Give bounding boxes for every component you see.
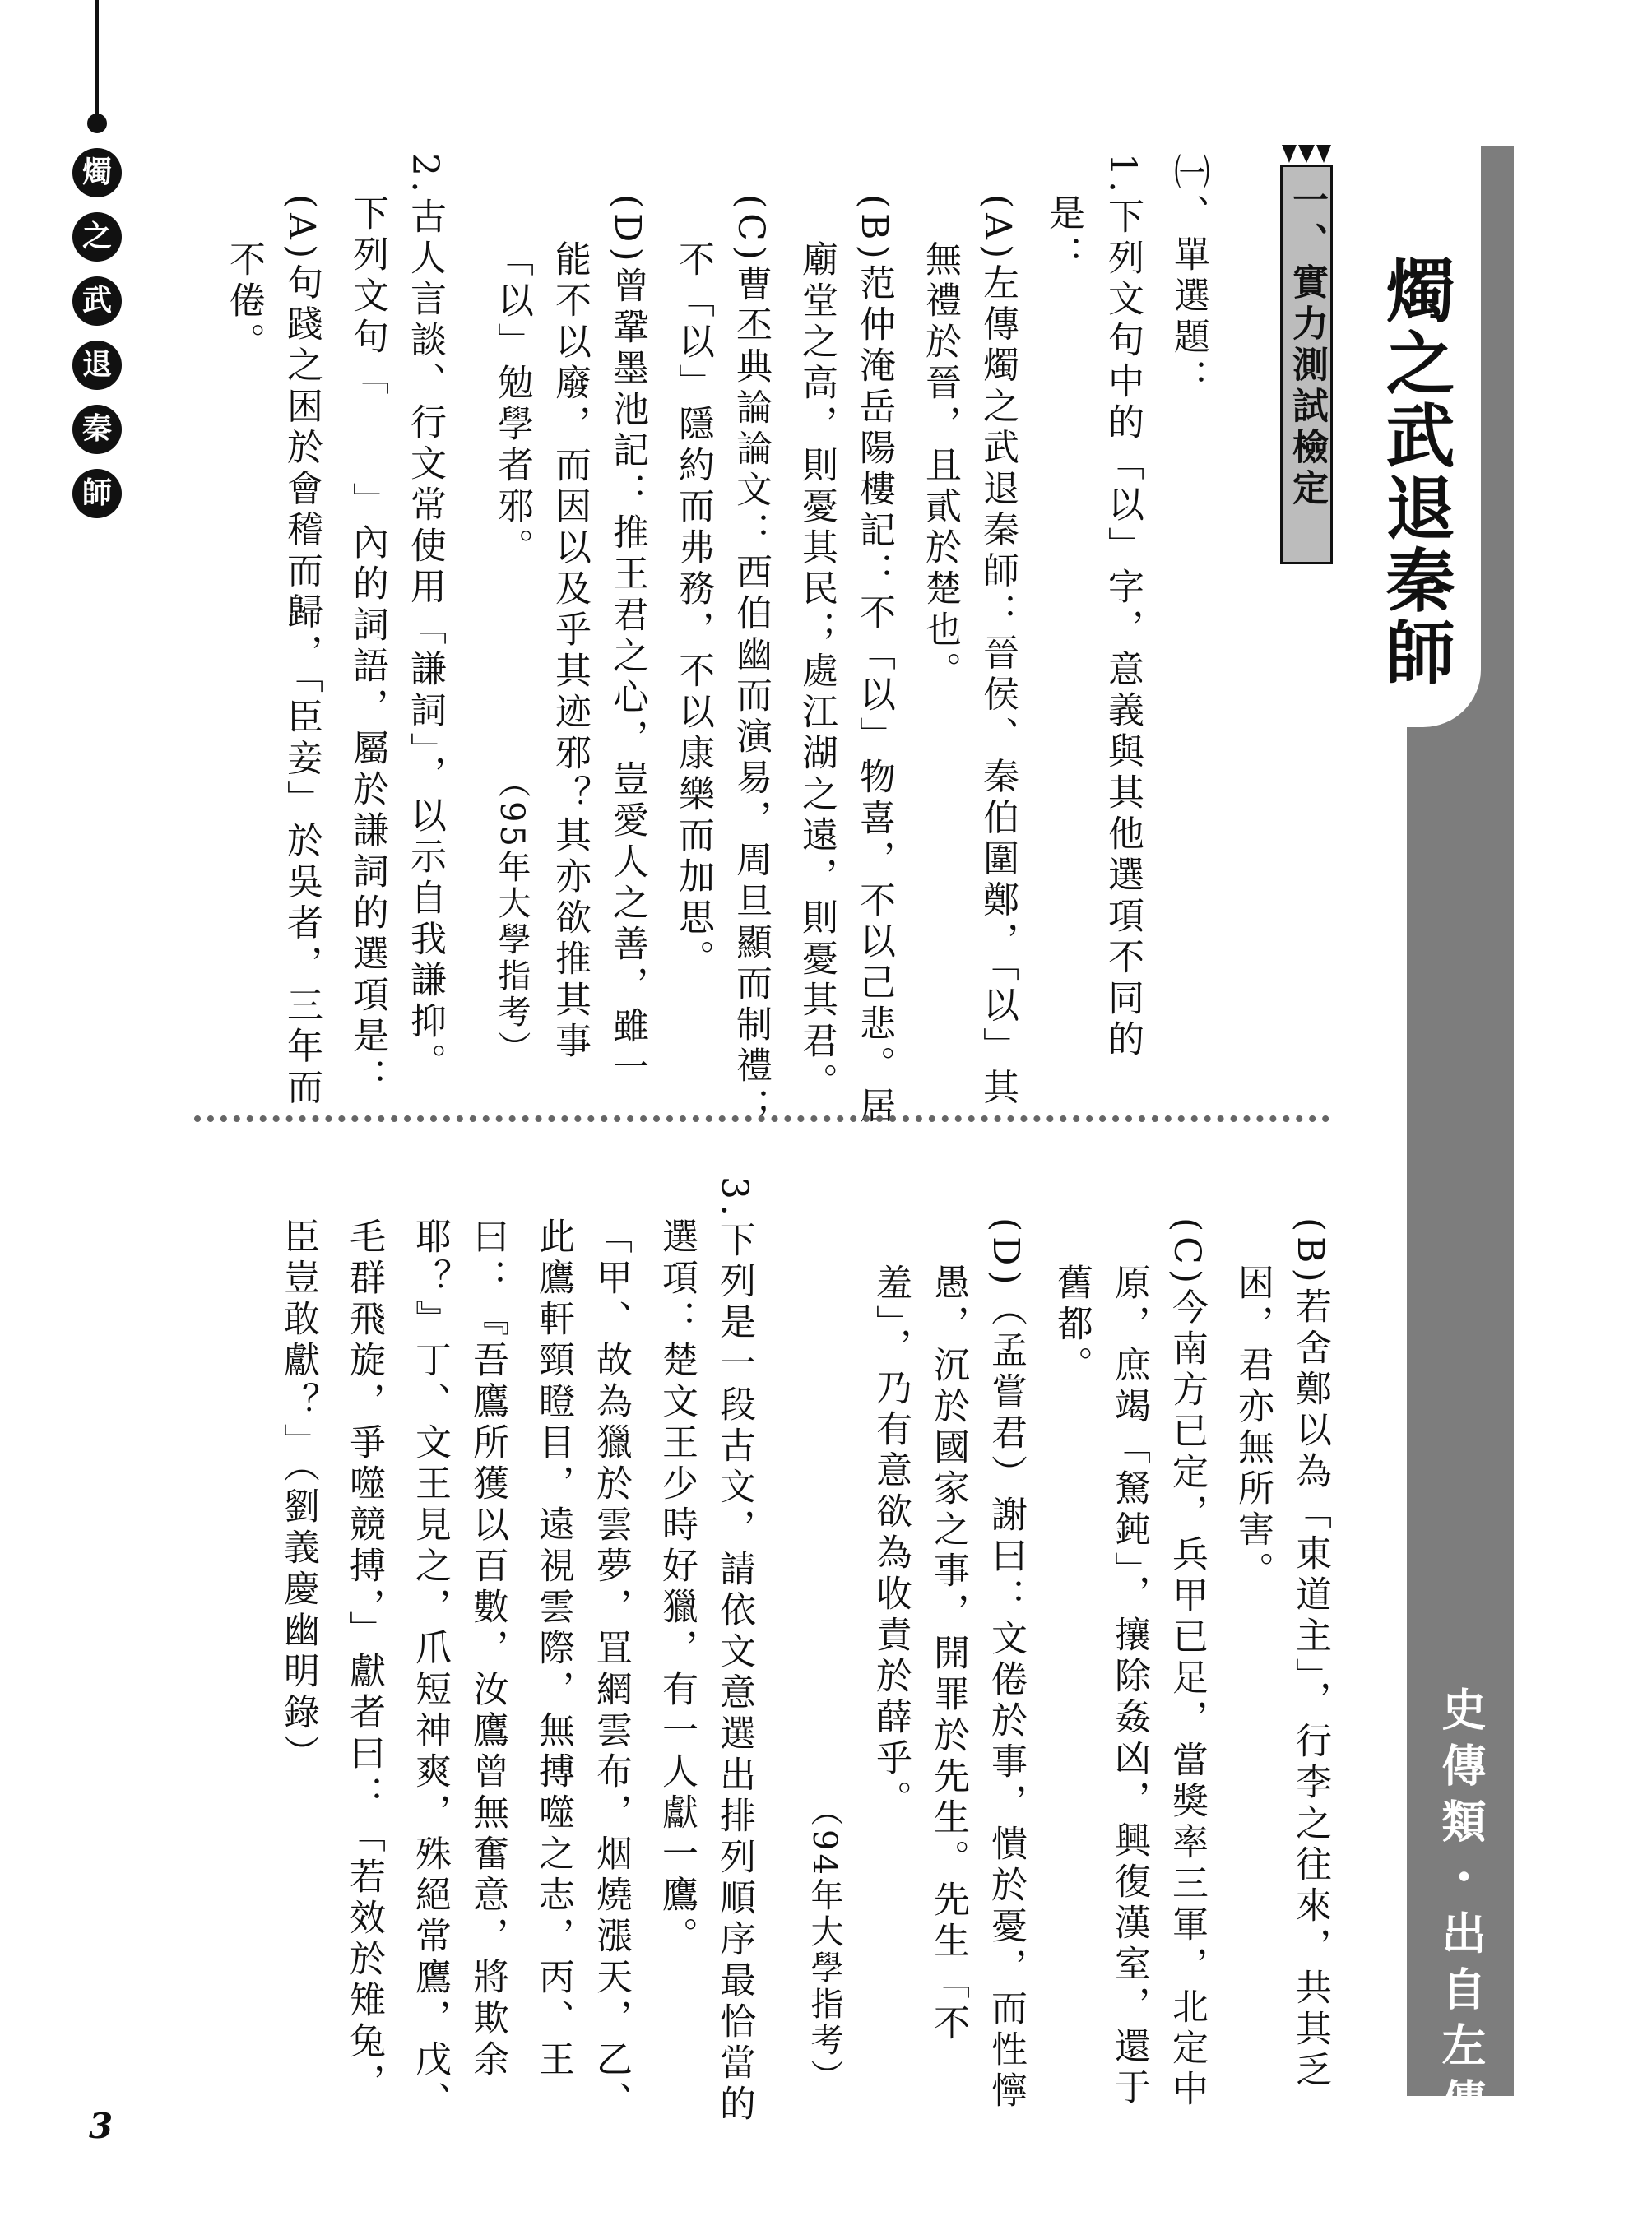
- section-banner-text: 一、實力測試檢定: [1286, 181, 1328, 510]
- side-title-char: 退: [72, 341, 122, 390]
- q2-option-a: (A)句踐之困於會稽而歸，「臣妾」於吳者，三年而: [281, 194, 323, 1110]
- q2-stem-cont: 下列文句「 」內的詞語，屬於謙詞的選項是：: [346, 194, 388, 1099]
- category-label: 史傳類・出自左傳: [1435, 1686, 1487, 2134]
- q2-option-b-cont: 困，君亦無所害。: [1232, 1264, 1274, 1593]
- side-title-char: 武: [72, 276, 122, 326]
- q2-option-c-cont2: 舊都。: [1051, 1264, 1093, 1387]
- side-title-char: 燭: [72, 148, 122, 197]
- subsection-heading: ㈠、單選題：: [1167, 153, 1209, 400]
- q1-stem-cont: 是：: [1042, 194, 1084, 276]
- q1-stem: 1.下列文句中的「以」字，意義與其他選項不同的: [1102, 153, 1144, 1061]
- q1-option-a-cont: 無禮於晉，且貳於楚也。: [919, 240, 961, 693]
- section-divider: [194, 1115, 1329, 1122]
- q3-line-6: 耶？』丁、文王見之，爪短神爽，殊絕常鷹，戊、: [409, 1217, 451, 2122]
- q2-source: （94年大學指考）: [805, 1793, 843, 2095]
- q1-option-a: (A)左傳燭之武退秦師：晉侯、秦伯圍鄭，「以」其: [977, 194, 1019, 1110]
- lesson-title: 燭之武退秦師: [1375, 255, 1455, 689]
- q3-line-3: 「甲、故為獵於雲夢，罝網雲布，烟燒漲天，乙、: [590, 1217, 632, 2122]
- q2-stem: 2.古人言談、行文常使用「謙詞」，以示自我謙抑。: [404, 153, 446, 1084]
- q1-option-b-cont: 廟堂之高，則憂其民；處江湖之遠，則憂其君。: [796, 240, 838, 1104]
- q1-option-d-cont: 能不以廢，而因以及乎其迹邪？其亦欲推其事: [549, 240, 591, 1063]
- page-number: 3: [89, 2106, 114, 2146]
- q2-option-d-cont2: 羞」，乃有意欲為收責於薛乎。: [870, 1264, 912, 1821]
- q3-stem: 3.下列是一段古文，請依文意選出排列順序最恰當的: [713, 1176, 755, 2126]
- left-vertical-rule: [95, 0, 99, 122]
- q1-option-c-cont: 不「以」隱約而弗務，不以康樂而加思。: [672, 240, 714, 981]
- q2-option-d-cont: 愚，沉於國家之事，開罪於先生。先生「不: [927, 1264, 969, 2045]
- q3-line-8: 臣豈敢獻？」（劉義慶幽明錄）: [277, 1217, 319, 1775]
- q2-option-c-cont: 原，庶竭「駑鈍」，攘除姦凶，興復漢室，還于: [1108, 1264, 1150, 2109]
- q1-option-d: (D)曾鞏墨池記：推王君之心，豈愛人之善，雖一: [606, 194, 648, 1089]
- q2-option-b: (B)若舍鄭以為「東道主」，行李之往來，共其乏: [1289, 1217, 1331, 2092]
- q3-line-4: 此鷹軒頸瞪目，遠視雲際，無搏噬之志，丙、王: [532, 1217, 574, 2081]
- q2-option-a-cont: 不倦。: [223, 240, 265, 364]
- q2-option-c: (C)今南方已定，兵甲已足，當獎率三軍，北定中: [1166, 1217, 1208, 2111]
- side-title-char: 之: [72, 212, 122, 262]
- q1-option-b: (B)范仲淹岳陽樓記：不「以」物喜，不以己悲。居: [853, 194, 895, 1128]
- q3-line-2: 選項：楚文王少時好獵，有一人獻一鷹。: [656, 1217, 698, 1958]
- side-title-char: 師: [72, 469, 122, 518]
- q3-line-7: 毛群飛旋，爭噬競搏，」獻者曰：「若效於雉兔，: [343, 1217, 385, 2104]
- q1-option-c: (C)曹丕典論論文：西伯幽而演易，周旦顯而制禮；: [730, 194, 772, 1129]
- side-title-char: 秦: [72, 405, 122, 454]
- q3-line-5: 曰：『吾鷹所獲以百數，汝鷹曾無奮意，將欺余: [466, 1217, 508, 2081]
- left-rule-dot: [87, 114, 107, 133]
- banner-triangles-icon: [1280, 145, 1333, 165]
- q2-option-d: (D)（孟嘗君）謝曰：文倦於事，憒於憂，而性懧: [985, 1217, 1027, 2112]
- q1-source: （95年大學指考）: [493, 765, 531, 1067]
- q1-option-d-cont2: 「以」勉學者邪。: [491, 240, 533, 569]
